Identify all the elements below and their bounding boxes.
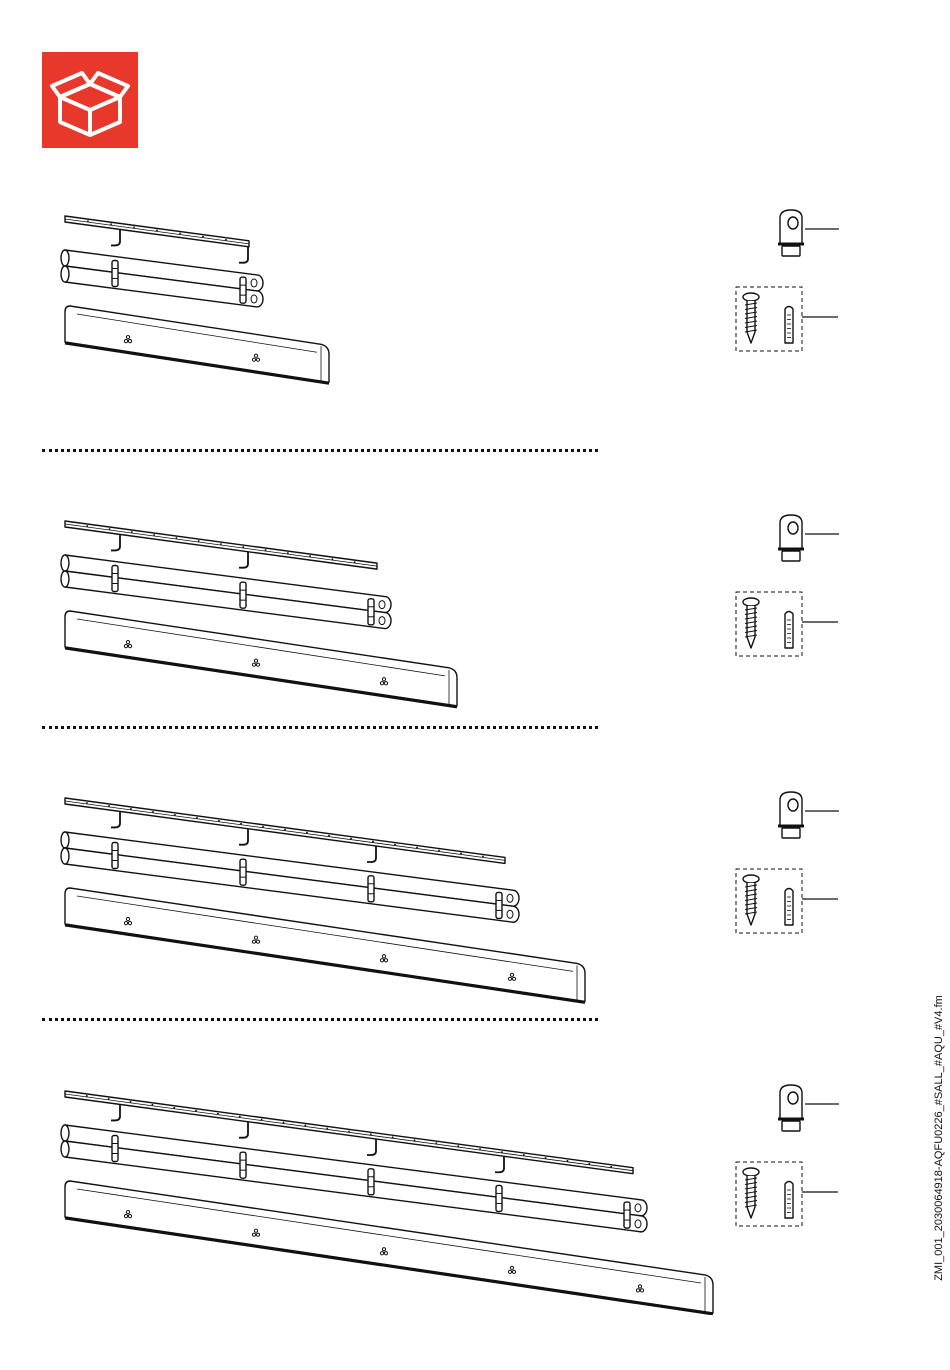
bracket-hook [239,829,248,845]
bracket-hook [111,229,120,245]
bracket-hook [239,247,248,263]
fixings-box [736,287,838,351]
tube-clamp [240,582,246,608]
wall-plug-icon [785,307,793,344]
knob-icon [778,515,839,561]
cover-panel [65,611,457,707]
screw-icon [743,293,759,343]
bracket-hook [239,552,248,568]
tube-clamp [624,1202,630,1228]
tube-clamp [240,277,246,303]
screw-icon [743,598,759,648]
fixings-box [736,869,838,933]
section-divider [42,726,598,729]
tube-clamp [368,1169,374,1195]
tube-clamp [240,859,246,885]
tube-clamp [368,599,374,625]
tube-clamp [112,843,118,869]
box-logo [42,52,138,148]
bracket-hook [111,1104,120,1120]
document-code: ZMI_001_2030064918-AQFU0226_#SALL_#AQU_#V4.fm [933,995,945,1281]
wall-plug-icon [785,1182,793,1219]
tube-clamp [496,892,502,918]
cover-panel [65,306,329,383]
knob-icon [778,792,839,838]
bracket-hook [111,534,120,550]
kit-1 [0,200,950,400]
tube-clamp [112,261,118,287]
kit-4 [0,1075,950,1315]
bracket-hook [239,1122,248,1138]
tube-clamp [496,1185,502,1211]
box-icon [42,52,138,148]
knob-icon [778,210,839,256]
tube-clamp [112,1136,118,1162]
double-tube [61,250,263,307]
kit-2 [0,505,950,715]
kit-3 [0,782,950,1007]
fixings-box [736,592,838,656]
bracket-hook [495,1156,504,1172]
bracket-hook [367,846,376,862]
wall-plug-icon [785,612,793,649]
screw-icon [743,875,759,925]
tube-clamp [112,566,118,592]
wall-plug-icon [785,889,793,926]
knob-icon [778,1085,839,1131]
tube-clamp [368,876,374,902]
section-divider [42,1018,598,1021]
section-divider [42,449,598,452]
bracket-hook [111,811,120,827]
screw-icon [743,1168,759,1218]
tube-clamp [240,1152,246,1178]
bracket-hook [367,1139,376,1155]
fixings-box [736,1162,838,1226]
